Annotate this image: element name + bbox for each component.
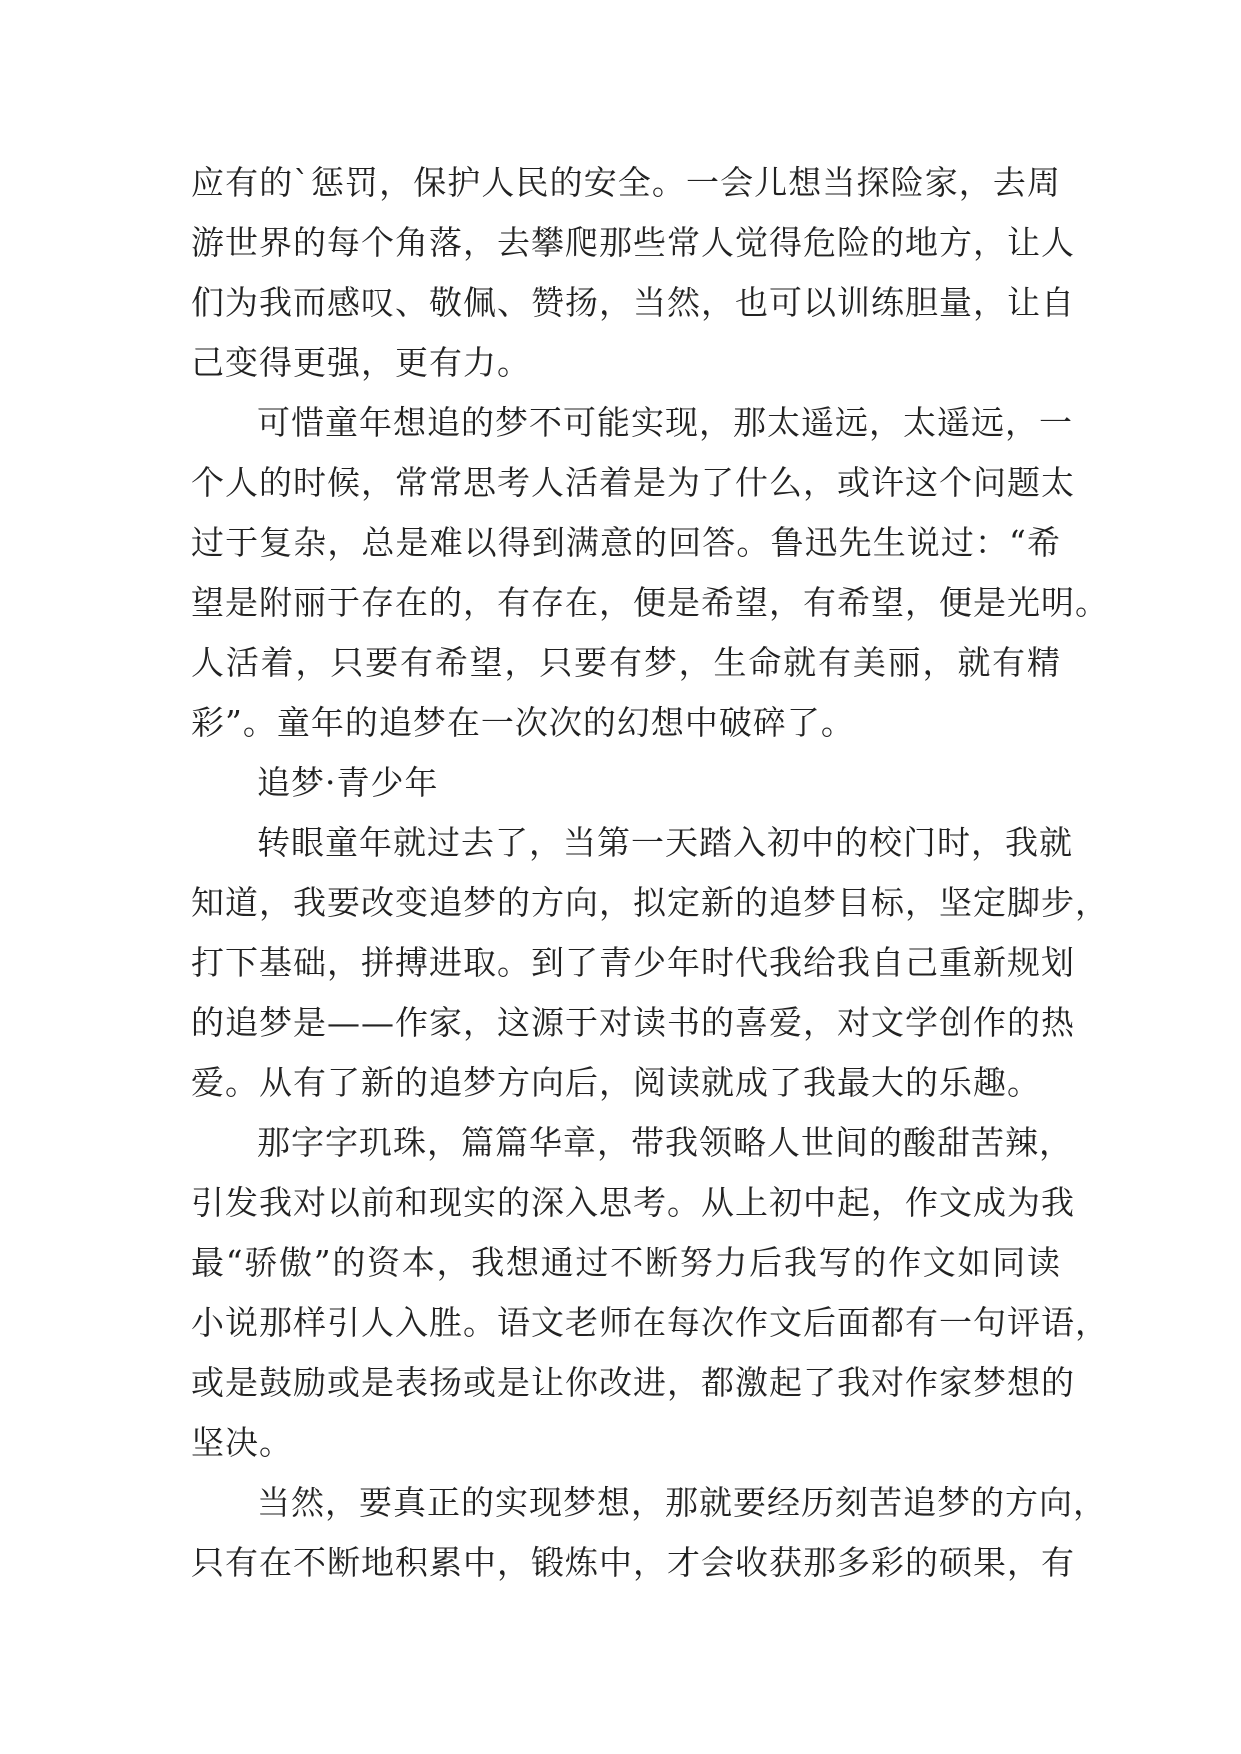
paragraph-first-line: 那字字玑珠，篇篇华章，带我领略人世间的酸甜苦辣， xyxy=(257,1123,1073,1162)
text-line: 打下基础，拼搏进取。到了青少年时代我给我自己重新规划 xyxy=(191,943,1075,982)
text-line: 彩”。童年的追梦在一次次的幻想中破碎了。 xyxy=(191,703,855,742)
body-text xyxy=(191,153,1109,1593)
text-line: 己变得更强，更有力。 xyxy=(191,343,531,382)
text-line: 个人的时候，常常思考人活着是为了什么，或许这个问题太 xyxy=(191,463,1075,502)
text-line: 坚决。 xyxy=(191,1423,293,1462)
text-line: 们为我而感叹、敬佩、赞扬，当然，也可以训练胆量，让自 xyxy=(191,283,1075,322)
text-line: 最“骄傲”的资本，我想通过不断努力后我写的作文如同读 xyxy=(191,1243,1061,1282)
text-line: 游世界的每个角落，去攀爬那些常人觉得危险的地方，让人 xyxy=(191,223,1075,262)
text-line: 引发我对以前和现实的深入思考。从上初中起，作文成为我 xyxy=(191,1183,1075,1222)
text-line: 爱。从有了新的追梦方向后，阅读就成了我最大的乐趣。 xyxy=(191,1063,1041,1102)
text-line: 过于复杂，总是难以得到满意的回答。鲁迅先生说过：“希 xyxy=(191,523,1061,562)
text-line: 望是附丽于存在的，有存在，便是希望，有希望，便是光明。 xyxy=(191,583,1109,622)
text-line: 小说那样引人入胜。语文老师在每次作文后面都有一句评语， xyxy=(191,1303,1109,1342)
text-line: 或是鼓励或是表扬或是让你改进，都激起了我对作家梦想的 xyxy=(191,1363,1075,1402)
text-line: 知道，我要改变追梦的方向，拟定新的追梦目标，坚定脚步， xyxy=(191,883,1109,922)
text-line: 只有在不断地积累中，锻炼中，才会收获那多彩的硕果，有 xyxy=(191,1543,1075,1582)
paragraph-first-line: 当然，要真正的实现梦想，那就要经历刻苦追梦的方向， xyxy=(257,1483,1107,1522)
paragraph-first-line: 转眼童年就过去了，当第一天踏入初中的校门时，我就 xyxy=(257,823,1073,862)
paragraph-first-line: 可惜童年想追的梦不可能实现，那太遥远，太遥远，一 xyxy=(257,403,1073,442)
text-line: 应有的`惩罚，保护人民的安全。一会儿想当探险家，去周 xyxy=(191,163,1061,202)
text-line: 人活着，只要有希望，只要有梦，生命就有美丽，就有精 xyxy=(191,643,1061,682)
paragraph-first-line: 追梦·青少年 xyxy=(257,763,439,802)
text-line: 的追梦是——作家，这源于对读书的喜爱，对文学创作的热 xyxy=(191,1003,1075,1042)
